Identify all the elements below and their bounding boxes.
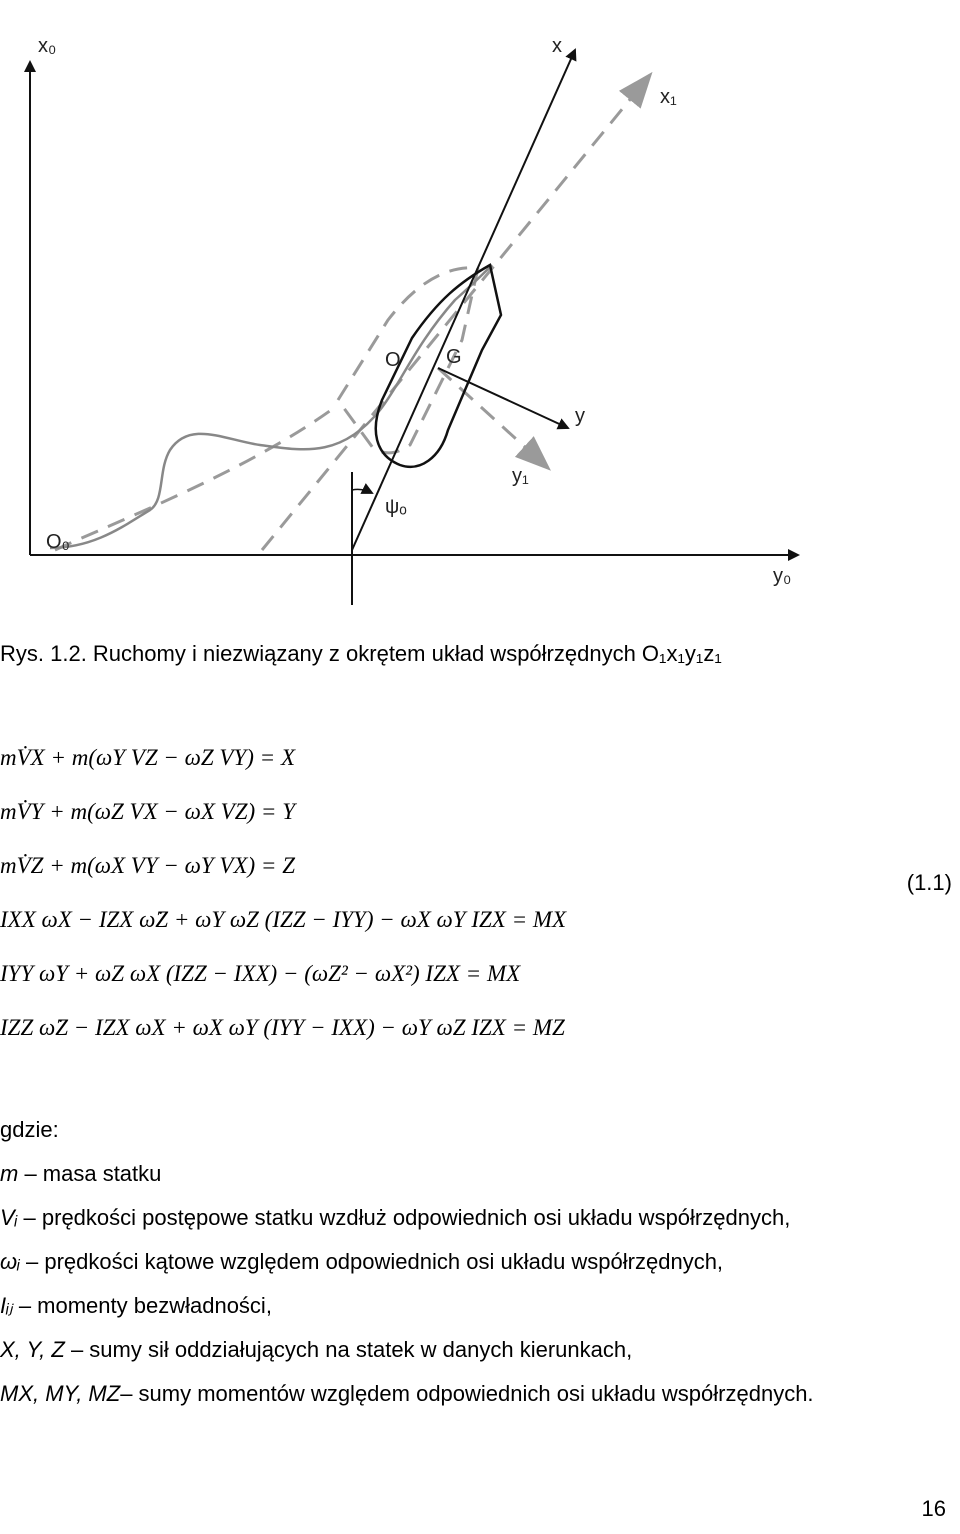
- x1-axis: [262, 75, 650, 550]
- legend-item: [0, 1284, 960, 1328]
- legend-symbol: Iᵢⱼ: [0, 1293, 13, 1318]
- label-x: x: [552, 35, 562, 57]
- label-x0: x₀: [38, 35, 57, 57]
- label-x1: x₁: [660, 86, 677, 108]
- x-axis: [352, 50, 575, 550]
- legend-text: – prędkości postępowe statku wzdłuż odpowiednich osi układu współrzędnych,: [17, 1205, 791, 1230]
- y-axis: [438, 368, 568, 428]
- equations-block: [0, 735, 960, 1065]
- legend-text: – momenty bezwładności,: [12, 1293, 272, 1318]
- equation-5: IYY ω̇Y + ωZ ωX (IZZ − IXX) − (ωZ² − ωX²) IZX = MX: [0, 961, 521, 986]
- equation-3: mV̇Z + m(ωX VY − ωY VX) = Z: [0, 853, 295, 878]
- ship-track-curve: [50, 265, 492, 548]
- legend-symbol: ωᵢ: [0, 1249, 20, 1274]
- legend-text: – prędkości kątowe względem odpowiednich osi układu współrzędnych,: [19, 1249, 724, 1274]
- equation-number: (1.1): [906, 870, 952, 895]
- symbol-legend: [0, 1108, 960, 1416]
- label-y1: y₁: [512, 465, 529, 487]
- ship-coordinate-diagram: [0, 0, 960, 630]
- equation-2: mV̇Y + m(ωZ VX − ωX VZ) = Y: [0, 799, 295, 824]
- legend-symbol: MX, MY, MZ: [0, 1381, 121, 1406]
- legend-text: – masa statku: [18, 1161, 162, 1186]
- legend-item: [0, 1372, 960, 1416]
- label-g: G: [446, 346, 462, 368]
- legend-item: [0, 1240, 960, 1284]
- dashed-trajectory: [55, 405, 338, 550]
- psi-angle-arc: [352, 489, 372, 493]
- legend-item: [0, 1328, 960, 1372]
- legend-item: [0, 1196, 960, 1240]
- legend-symbol: m: [0, 1161, 19, 1186]
- label-o0: O₀: [46, 531, 70, 553]
- label-y: y: [575, 405, 585, 427]
- equation-4: IXX ω̇X − IZX ω̇Z + ωY ωZ (IZZ − IYY) − ωX ωY IZX = MX: [0, 907, 567, 932]
- legend-symbol: X, Y, Z: [0, 1337, 65, 1362]
- label-o: O: [385, 349, 401, 371]
- legend-symbol: Vᵢ: [0, 1205, 18, 1230]
- page-number: 16: [921, 1496, 946, 1521]
- figure-caption: Rys. 1.2. Ruchomy i niezwiązany z okrętem układ współrzędnych O₁x₁y₁z₁: [0, 641, 722, 666]
- legend-intro: gdzie:: [0, 1117, 59, 1142]
- legend-text: – sumy sił oddziałujących na statek w danych kierunkach,: [64, 1337, 633, 1362]
- legend-text: – sumy momentów względem odpowiednich osi układu współrzędnych.: [120, 1381, 814, 1406]
- equation-6: IZZ ω̇Z − IZX ω̇X + ωX ωY (IYY − IXX) − ωY ωZ IZX = MZ: [0, 1015, 565, 1040]
- label-y0: y₀: [773, 565, 792, 587]
- label-psi: ψₒ: [385, 496, 407, 518]
- equation-1: mV̇X + m(ωY VZ − ωZ VY) = X: [0, 745, 295, 770]
- legend-item: [0, 1152, 960, 1196]
- y1-axis: [438, 368, 548, 468]
